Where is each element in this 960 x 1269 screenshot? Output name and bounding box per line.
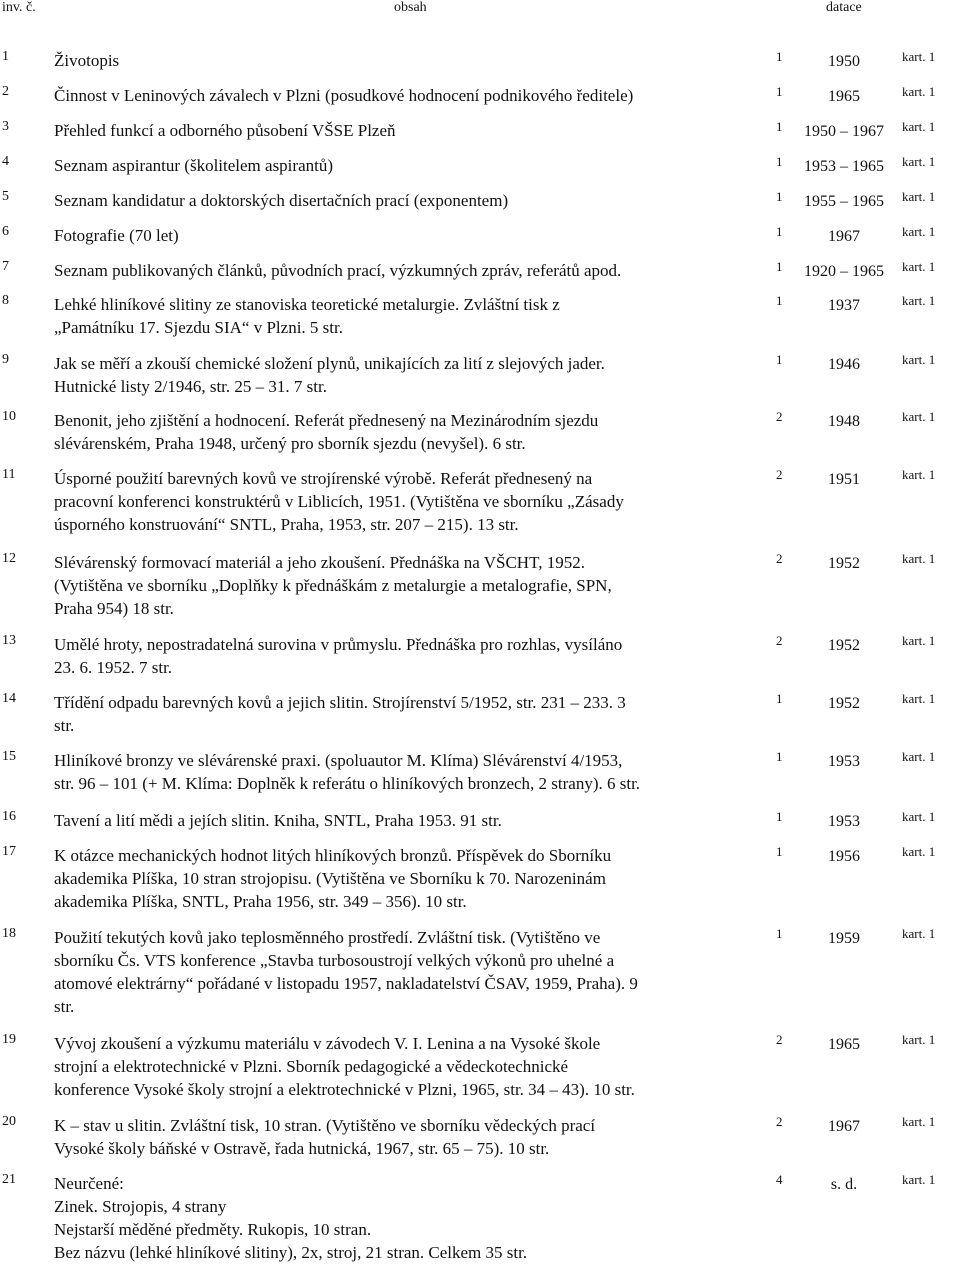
content-line: strojní a elektrotechnické v Plzni. Sborník pedagogické a vědeckotechnické xyxy=(54,1057,569,1076)
row-number: 6 xyxy=(2,224,9,239)
content-line: Bez názvu (lehké hliníkové slitiny), 2x, stroj, 21 stran. Celkem 35 str. xyxy=(54,1243,528,1262)
row-content xyxy=(54,224,766,247)
row-date: 1953 – 1965 xyxy=(804,158,884,175)
content-line: atomové elektrárny“ pořádané v listopadu 1957, nakladatelství ČSAV, 1959, Praha). 9 xyxy=(54,974,638,993)
content-line: Umělé hroty, nepostradatelná surovina v průmyslu. Přednáška pro rozhlas, vysíláno xyxy=(54,635,623,654)
row-count: 1 xyxy=(776,224,783,239)
row-kart: kart. 1 xyxy=(902,749,936,764)
content-line: Hliníkové bronzy ve slévárenské praxi. (spoluautor M. Klíma) Slévárenství 4/1953, xyxy=(54,751,623,770)
content-line: Úsporné použití barevných kovů ve strojírenské výrobě. Referát přednesený na xyxy=(54,469,593,488)
row-number: 11 xyxy=(2,467,16,482)
row-date: 1950 xyxy=(828,53,860,70)
row-content xyxy=(54,409,766,455)
row-date: 1952 xyxy=(828,637,860,654)
row-date: 1956 xyxy=(828,848,860,865)
content-line: Seznam aspirantur (školitelem aspirantů) xyxy=(54,156,333,175)
row-content xyxy=(54,84,766,107)
row-count: 2 xyxy=(776,551,783,566)
row-date: 1965 xyxy=(828,1036,860,1053)
content-line: Slévárenský formovací materiál a jeho zkoušení. Přednáška na VŠCHT, 1952. xyxy=(54,553,585,572)
content-line: Činnost v Leninových závalech v Plzni (posudkové hodnocení podnikového ředitele) xyxy=(54,86,634,105)
row-count: 1 xyxy=(776,84,783,99)
row-kart: kart. 1 xyxy=(902,691,936,706)
content-line: Benonit, jeho zjištění a hodnocení. Referát přednesený na Mezinárodním sjezdu xyxy=(54,411,599,430)
row-number: 12 xyxy=(2,551,16,566)
content-line: Praha 954) 18 str. xyxy=(54,599,174,618)
row-number: 2 xyxy=(2,84,9,99)
content-line: Třídění odpadu barevných kovů a jejich slitin. Strojírenství 5/1952, str. 231 – 233. 3 xyxy=(54,693,626,712)
row-kart: kart. 1 xyxy=(902,1114,936,1129)
content-line: Vývoj zkoušení a výzkumu materiálu v závodech V. I. Lenina a na Vysoké škole xyxy=(54,1034,601,1053)
row-number: 18 xyxy=(2,926,16,941)
row-content xyxy=(54,259,766,282)
content-line: konference Vysoké školy strojní a elektrotechnické v Plzni, 1965, str. 34 – 43). 10 str. xyxy=(54,1080,635,1099)
row-content xyxy=(54,844,766,913)
row-date: 1952 xyxy=(828,555,860,572)
row-date: 1937 xyxy=(828,297,860,314)
row-kart: kart. 1 xyxy=(902,1032,936,1047)
row-date: 1953 xyxy=(828,753,860,770)
row-content xyxy=(54,154,766,177)
row-kart: kart. 1 xyxy=(902,467,936,482)
row-count: 1 xyxy=(776,749,783,764)
content-line: sborníku Čs. VTS konference „Stavba turbosoustrojí velkých výkonů pro uhelné a xyxy=(54,951,615,970)
content-line: úsporného konstruování“ SNTL, Praha, 1953, str. 207 – 215). 13 str. xyxy=(54,515,519,534)
row-kart: kart. 1 xyxy=(902,551,936,566)
row-number: 14 xyxy=(2,691,16,706)
row-content xyxy=(54,809,766,832)
row-kart: kart. 1 xyxy=(902,259,936,274)
row-count: 1 xyxy=(776,926,783,941)
row-number: 8 xyxy=(2,293,9,308)
content-line: Seznam kandidatur a doktorských disertačních prací (exponentem) xyxy=(54,191,509,210)
content-line: Hutnické listy 2/1946, str. 25 – 31. 7 str. xyxy=(54,377,327,396)
row-kart: kart. 1 xyxy=(902,409,936,424)
content-line: Vysoké školy báňské v Ostravě, řada hutnická, 1967, str. 65 – 75). 10 str. xyxy=(54,1139,550,1158)
row-date: 1950 – 1967 xyxy=(804,123,884,140)
row-content xyxy=(54,749,766,795)
content-line: Přehled funkcí a odborného působení VŠSE Plzeň xyxy=(54,121,396,140)
row-date: 1965 xyxy=(828,88,860,105)
row-count: 1 xyxy=(776,119,783,134)
row-count: 1 xyxy=(776,259,783,274)
row-kart: kart. 1 xyxy=(902,189,936,204)
content-line: Tavení a lití mědi a jejích slitin. Kniha, SNTL, Praha 1953. 91 str. xyxy=(54,811,502,830)
row-kart: kart. 1 xyxy=(902,926,936,941)
row-count: 1 xyxy=(776,49,783,64)
row-number: 9 xyxy=(2,352,9,367)
row-date: 1920 – 1965 xyxy=(804,263,884,280)
row-kart: kart. 1 xyxy=(902,844,936,859)
row-number: 16 xyxy=(2,809,16,824)
content-line: akademika Plíška, SNTL, Praha 1956, str. 349 – 356). 10 str. xyxy=(54,892,467,911)
row-count: 2 xyxy=(776,633,783,648)
row-content xyxy=(54,49,766,72)
row-content xyxy=(54,1172,766,1264)
row-date: 1959 xyxy=(828,930,860,947)
row-count: 2 xyxy=(776,1032,783,1047)
row-kart: kart. 1 xyxy=(902,633,936,648)
content-line: akademika Plíška, 10 stran strojopisu. (Vytištěna ve Sborníku k 70. Narozeninám xyxy=(54,869,606,888)
row-date: 1951 xyxy=(828,471,860,488)
row-count: 1 xyxy=(776,189,783,204)
row-count: 1 xyxy=(776,352,783,367)
header-inv: inv. č. xyxy=(2,0,36,15)
row-kart: kart. 1 xyxy=(902,293,936,308)
row-count: 4 xyxy=(776,1172,783,1187)
row-number: 10 xyxy=(2,409,16,424)
content-line: „Památníku 17. Sjezdu SIA“ v Plzni. 5 str. xyxy=(54,318,343,337)
row-date: s. d. xyxy=(830,1176,858,1193)
content-line: str. xyxy=(54,716,75,735)
row-count: 1 xyxy=(776,293,783,308)
row-count: 1 xyxy=(776,154,783,169)
row-content xyxy=(54,926,766,1018)
row-date: 1952 xyxy=(828,695,860,712)
row-number: 17 xyxy=(2,844,16,859)
row-kart: kart. 1 xyxy=(902,352,936,367)
content-line: Použití tekutých kovů jako teplosměnného prostředí. Zvláštní tisk. (Vytištěno ve xyxy=(54,928,601,947)
row-number: 4 xyxy=(2,154,9,169)
row-kart: kart. 1 xyxy=(902,119,936,134)
row-date: 1953 xyxy=(828,813,860,830)
row-kart: kart. 1 xyxy=(902,84,936,99)
row-number: 21 xyxy=(2,1172,16,1187)
content-line: K – stav u slitin. Zvláštní tisk, 10 stran. (Vytištěno ve sborníku vědeckých prací xyxy=(54,1116,596,1135)
row-count: 2 xyxy=(776,409,783,424)
content-line: Neurčené: xyxy=(54,1174,124,1193)
content-line: Lehké hliníkové slitiny ze stanoviska teoretické metalurgie. Zvláštní tisk z xyxy=(54,295,560,314)
row-date: 1955 – 1965 xyxy=(804,193,884,210)
row-content xyxy=(54,352,766,398)
content-line: 23. 6. 1952. 7 str. xyxy=(54,658,173,677)
row-count: 1 xyxy=(776,809,783,824)
row-count: 1 xyxy=(776,691,783,706)
row-number: 13 xyxy=(2,633,16,648)
row-content xyxy=(54,1032,766,1101)
row-count: 2 xyxy=(776,467,783,482)
row-content xyxy=(54,293,766,339)
row-kart: kart. 1 xyxy=(902,224,936,239)
row-number: 20 xyxy=(2,1114,16,1129)
header-obsah: obsah xyxy=(394,0,427,15)
content-line: Fotografie (70 let) xyxy=(54,226,179,245)
content-line: Jak se měří a zkouší chemické složení plynů, unikajících za lití z slejových jader. xyxy=(54,354,605,373)
content-line: str. 96 – 101 (+ M. Klíma: Doplněk k referátu o hliníkových bronzech, 2 strany). 6 str. xyxy=(54,774,641,793)
row-number: 3 xyxy=(2,119,9,134)
row-count: 1 xyxy=(776,844,783,859)
row-content xyxy=(54,691,766,737)
row-date: 1967 xyxy=(828,228,860,245)
content-line: Seznam publikovaných článků, původních prací, výzkumných zpráv, referátů apod. xyxy=(54,261,622,280)
row-kart: kart. 1 xyxy=(902,154,936,169)
row-content xyxy=(54,1114,766,1160)
content-line: Zinek. Strojopis, 4 strany xyxy=(54,1197,227,1216)
content-line: slévárenském, Praha 1948, určený pro sborník sjezdu (nevyšel). 6 str. xyxy=(54,434,526,453)
row-content xyxy=(54,467,766,536)
row-number: 5 xyxy=(2,189,9,204)
row-content xyxy=(54,633,766,679)
row-date: 1948 xyxy=(828,413,860,430)
row-content xyxy=(54,551,766,620)
content-line: (Vytištěna ve sborníku „Doplňky k přednáškám z metalurgie a metalografie, SPN, xyxy=(54,576,612,595)
row-number: 19 xyxy=(2,1032,16,1047)
row-count: 2 xyxy=(776,1114,783,1129)
header-datace: datace xyxy=(826,0,862,15)
row-kart: kart. 1 xyxy=(902,809,936,824)
row-content xyxy=(54,189,766,212)
row-number: 15 xyxy=(2,749,16,764)
row-date: 1946 xyxy=(828,356,860,373)
content-line: Životopis xyxy=(54,51,120,70)
table-header xyxy=(0,0,960,24)
content-line: str. xyxy=(54,997,75,1016)
row-number: 7 xyxy=(2,259,9,274)
row-kart: kart. 1 xyxy=(902,49,936,64)
row-kart: kart. 1 xyxy=(902,1172,936,1187)
row-number: 1 xyxy=(2,49,9,64)
row-content xyxy=(54,119,766,142)
content-line: pracovní konferenci konstruktérů v Liblicích, 1951. (Vytištěna ve sborníku „Zásady xyxy=(54,492,624,511)
content-line: K otázce mechanických hodnot litých hliníkových bronzů. Příspěvek do Sborníku xyxy=(54,846,612,865)
row-date: 1967 xyxy=(828,1118,860,1135)
content-line: Nejstarší měděné předměty. Rukopis, 10 stran. xyxy=(54,1220,372,1239)
